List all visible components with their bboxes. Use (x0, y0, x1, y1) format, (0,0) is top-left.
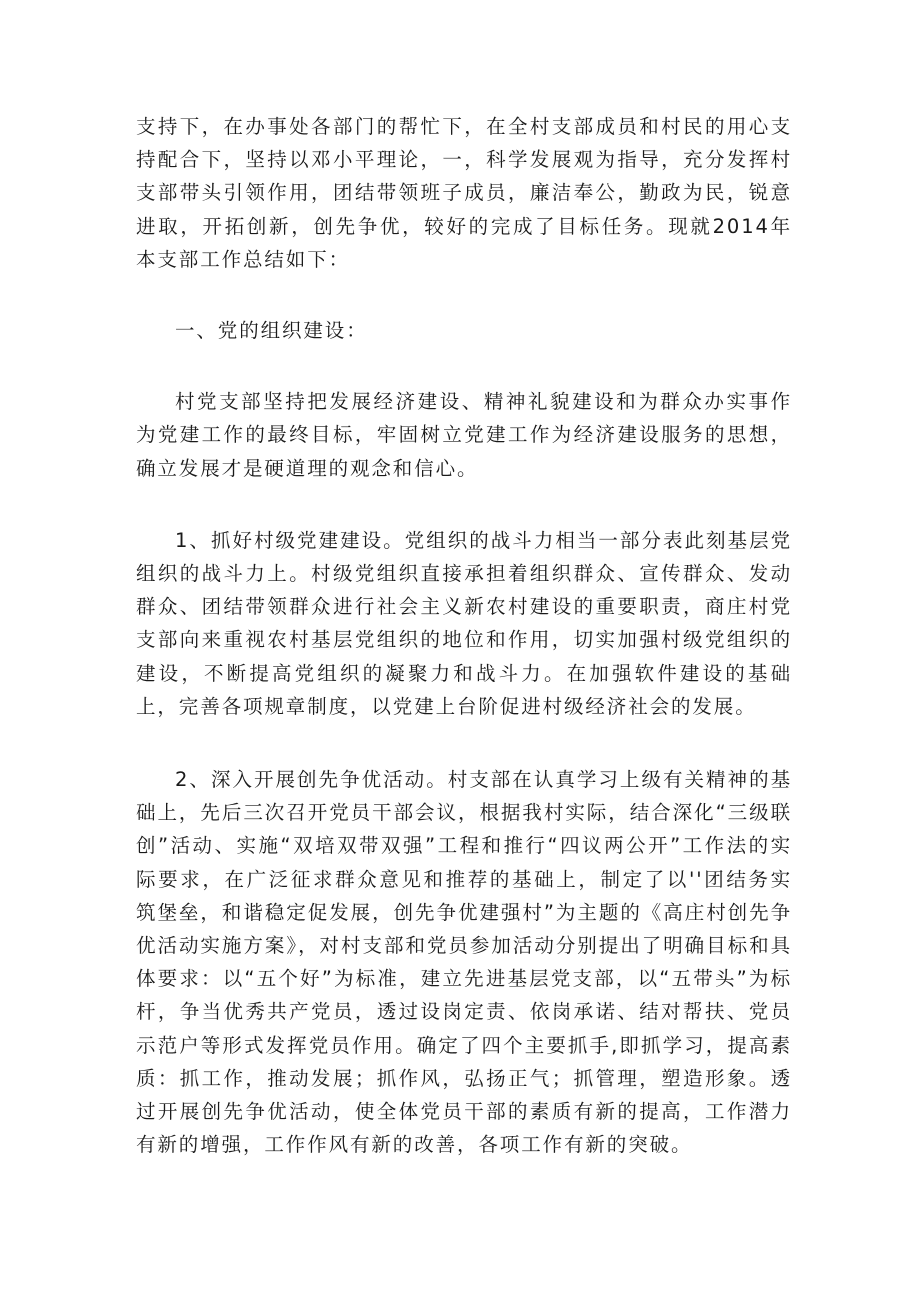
document-body (136, 110, 792, 1161)
paragraph-party-goal: 村党支部坚持把发展经济建设、精神礼貌建设和为群众办实事作为党建工作的最终目标，牢固树立党建工作为经济建设服务的思想，确立发展才是硬道理的观念和信心。 (136, 390, 792, 480)
paragraph-excellence-activity: 2、深入开展创先争优活动。村支部在认真学习上级有关精神的基础上，先后三次召开党员干部会议，根据我村实际，结合深化“三级联创”活动、实施“双培双带双强”工程和推行“四议两公开”工作法的实际要求，在广泛征求群众意见和推荐的基础上，制定了以''团结务实筑堡垒，和谐稳定促发展，创先争优建强村”为主题的《高庄村创先争优活动实施方案》，对村支部和党员参加活动分别提出了明确目标和具体要求：以“五个好”为标准，建立先进基层党支部，以“五带头”为标杆，争当优秀共产党员，透过设岗定责、依岗承诺、结对帮扶、党员示范户等形式发挥党员作用。确定了四个主要抓手,即抓学习，提高素质：抓工作，推动发展；抓作风，弘扬正气；抓管理，塑造形象。透过开展创先争优活动，使全体党员干部的素质有新的提高，工作潜力有新的增强，工作作风有新的改善，各项工作有新的突破。 (136, 768, 792, 1157)
section-heading: 一、党的组织建设： (175, 319, 368, 343)
paragraph-intro: 支持下，在办事处各部门的帮忙下，在全村支部成员和村民的用心支持配合下，坚持以邓小平理论，一，科学发展观为指导，充分发挥村支部带头引领作用，团结带领班子成员，廉洁奉公，勤政为民，锐意进取，开拓创新，创先争优，较好的完成了目标任务。现就2014年本支部工作总结如下： (136, 115, 792, 271)
paragraph-village-party-building: 1、抓好村级党建建设。党组织的战斗力相当一部分表此刻基层党组织的战斗力上。村级党组织直接承担着组织群众、宣传群众、发动群众、团结带领群众进行社会主义新农村建设的重要职责，商庄村党支部向来重视农村基层党组织的地位和作用，切实加强村级党组织的建设，不断提高党组织的凝聚力和战斗力。在加强软件建设的基础上，完善各项规章制度，以党建上台阶促进村级经济社会的发展。 (136, 528, 792, 718)
